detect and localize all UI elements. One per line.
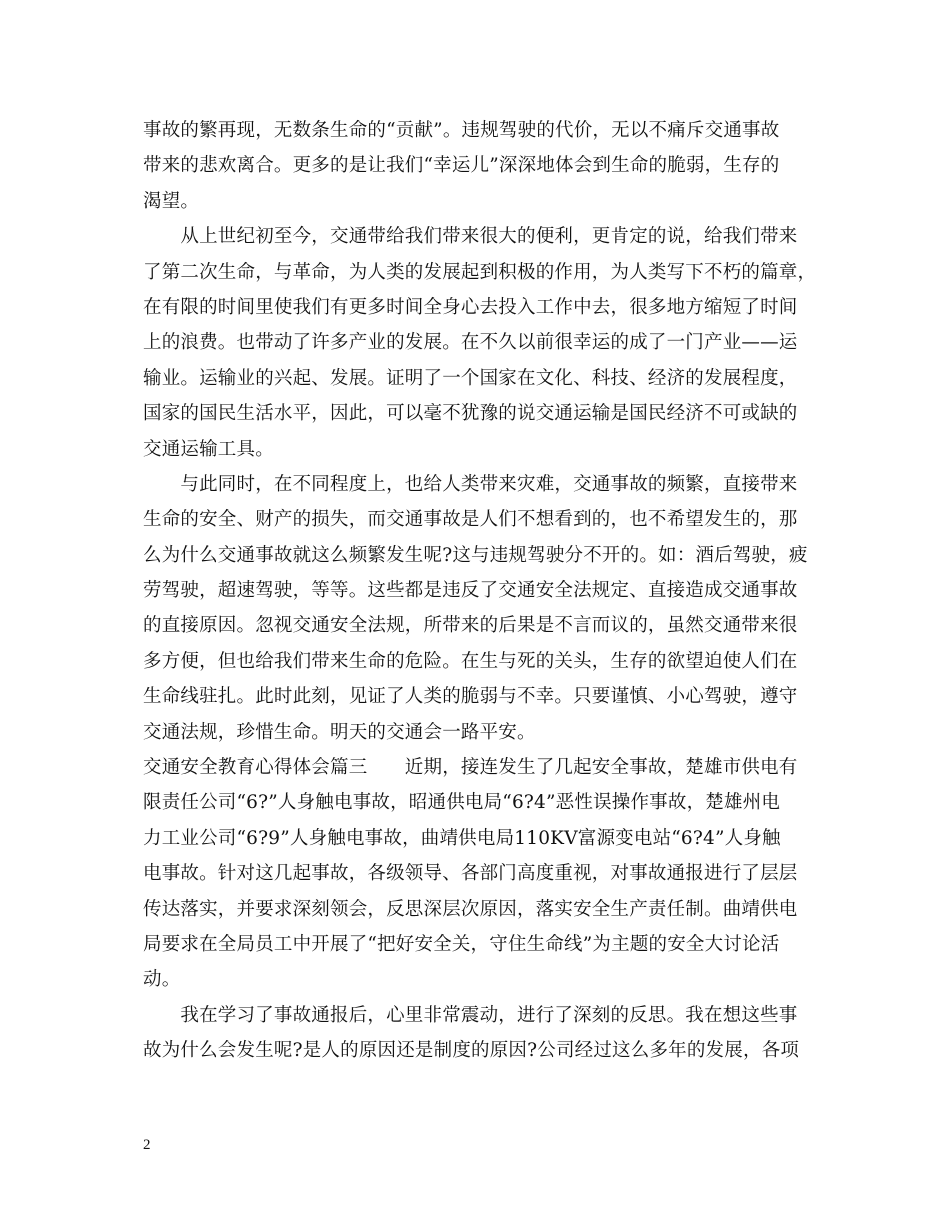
text-line: 力工业公司“6?9”人身触电事故，曲靖供电局110KV富源变电站“6?4”人身触 — [143, 827, 781, 849]
text-line: 限责任公司“6?”人身触电事故，昭通供电局“6?4”恶性误操作事故，楚雄州电 — [143, 792, 781, 814]
text-line: 局要求在全局员工中开展了“把好安全关，守住生命线”为主题的安全大讨论活 — [143, 933, 780, 955]
text-line: 生命的安全、财产的损失，而交通事故是人们不想看到的，也不希望发生的，那 — [143, 509, 798, 531]
text-line: 带来的悲欢离合。更多的是让我们“幸运儿”深深地体会到生命的脆弱，生存的 — [143, 155, 780, 177]
body-text — [143, 113, 817, 1069]
text-line: 交通法规，珍惜生命。明天的交通会一路平安。 — [143, 721, 536, 743]
page-number: 2 — [143, 1137, 151, 1153]
text-line: 国家的国民生活水平，因此，可以毫不犹豫的说交通运输是国民经济不可或缺的 — [143, 403, 798, 425]
text-line: 么为什么交通事故就这么频繁发生呢?这与违规驾驶分不开的。如：酒后驾驶，疲 — [143, 544, 808, 566]
text-line: 交通安全教育心得体会篇三 近期，接连发生了几起安全事故，楚雄市供电有 — [143, 757, 798, 779]
text-line: 了第二次生命，与革命，为人类的发展起到积极的作用，为人类写下不朽的篇章， — [143, 261, 817, 283]
text-line: 电事故。针对这几起事故，各级领导、各部门高度重视，对事故通报进行了层层 — [143, 863, 798, 885]
text-line: 与此同时，在不同程度上，也给人类带来灾难，交通事故的频繁，直接带来 — [143, 473, 798, 495]
text-line: 事故的繁再现，无数条生命的“贡献”。违规驾驶的代价，无以不痛斥交通事故 — [143, 120, 780, 141]
text-line: 传达落实，并要求深刻领会，反思深层次原因，落实安全生产责任制。曲靖供电 — [143, 898, 798, 920]
text-line: 生命线驻扎。此时此刻，见证了人类的脆弱与不幸。只要谨慎、小心驾驶，遵守 — [143, 686, 798, 708]
text-line: 上的浪费。也带动了许多产业的发展。在不久以前很幸运的成了一门产业——运 — [143, 332, 798, 354]
text-line: 输业。运输业的兴起、发展。证明了一个国家在文化、科技、经济的发展程度， — [143, 367, 798, 389]
text-line: 渴望。 — [143, 190, 200, 212]
text-line: 的直接原因。忽视交通安全法规，所带来的后果是不言而议的，虽然交通带来很 — [143, 615, 798, 637]
text-line: 故为什么会发生呢?是人的原因还是制度的原因?公司经过这么多年的发展，各项 — [143, 1040, 800, 1062]
text-line: 我在学习了事故通报后，心里非常震动，进行了深刻的反思。我在想这些事 — [143, 1004, 798, 1026]
text-line: 在有限的时间里使我们有更多时间全身心去投入工作中去，很多地方缩短了时间 — [143, 296, 798, 318]
text-line: 多方便，但也给我们带来生命的危险。在生与死的关头，生存的欲望迫使人们在 — [143, 650, 798, 672]
text-line: 动。 — [143, 969, 181, 991]
text-line: 从上世纪初至今，交通带给我们带来很大的便利，更肯定的说，给我们带来 — [143, 226, 798, 248]
text-line: 劳驾驶，超速驾驶，等等。这些都是违反了交通安全法规定、直接造成交通事故 — [143, 580, 798, 602]
text-line: 交通运输工具。 — [143, 438, 274, 460]
